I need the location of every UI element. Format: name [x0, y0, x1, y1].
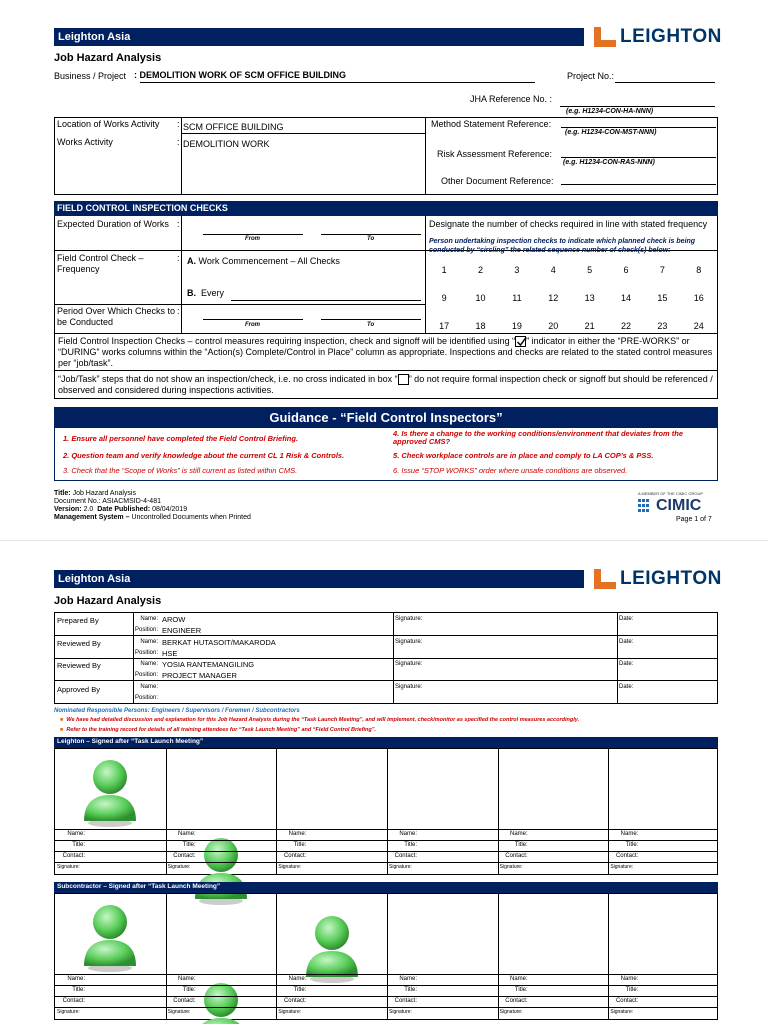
option-a: A. Work Commencement – All Checks [187, 256, 340, 266]
approval-name-label: Name: [140, 661, 158, 667]
approval-date[interactable]: Date: [619, 616, 634, 622]
field-control-box: Expected Duration of Works : From To Designate the number of checks required in line with stated frequency Person undertaking inspection checks to indicate which planned check is being conducted by “circling” the related sequence number of check(s) below: Field Control Check – Frequency : A. Work Commencement – All Checks B. Every Period Over Which Checks to be Conducted : From To 1 2 3 4 5 6 7 8 9 10 11 12 13 14 15 16 17 18 19 20 21 22 23 24 [54, 216, 718, 334]
works-label: Works Activity [57, 137, 113, 147]
doc-title: Job Hazard Analysis [54, 52, 162, 64]
guidance-item-6: 6. Issue “STOP WORKS” order where unsafe conditions are observed. [393, 466, 628, 475]
business-line [140, 82, 535, 83]
other-ref-label: Other Document Reference: [441, 176, 554, 186]
signature-field-name[interactable]: Name: [177, 976, 196, 982]
duration-from: From [245, 236, 260, 242]
approval-date[interactable]: Date: [619, 684, 634, 690]
check-number[interactable]: 21 [584, 321, 595, 331]
signature-field-name[interactable]: Name: [620, 976, 639, 982]
approval-position-label: Position: [134, 627, 158, 633]
signature-field-title[interactable]: Title: [182, 987, 196, 993]
signature-field-contact[interactable]: Contact: [505, 853, 528, 859]
check-number-grid [426, 256, 717, 340]
check-row-1 [426, 256, 717, 284]
signature-field-title[interactable]: Title: [72, 987, 85, 993]
approval-name: YOSIA RANTEMANGILING [162, 660, 255, 669]
doc-title-2: Job Hazard Analysis [54, 595, 162, 607]
signature-field-signature[interactable]: Signature: [278, 1009, 302, 1015]
page-number: Page 1 of 7 [676, 516, 712, 523]
location-box: Location of Works Activity : SCM OFFICE BUILDING Works Activity : DEMOLITION WORK Method Statement Reference: (e.g. H1234-CON-MST-NNN) Risk Assessment Reference: (e.g. H1234-CON-RAS-NNN) Other Document Reference: [54, 117, 718, 195]
signature-field-contact[interactable]: Contact: [394, 853, 417, 859]
signature-grid [54, 893, 718, 1020]
designate-text: Designate the number of checks required in line with stated frequency [429, 219, 708, 229]
signature-field-signature[interactable]: Signature: [499, 864, 523, 870]
signature-field-name[interactable]: Name: [177, 831, 196, 837]
signature-field-title[interactable]: Title: [514, 987, 528, 993]
check-number[interactable]: 5 [587, 265, 593, 275]
jha-ref-line [560, 106, 715, 107]
signature-field-signature[interactable]: Signature: [389, 864, 412, 870]
risk-ref-label: Risk Assessment Reference: [437, 149, 553, 159]
approval-position: PROJECT MANAGER [162, 671, 237, 680]
check-number[interactable]: 20 [548, 321, 559, 331]
signature-field-title[interactable]: Title: [514, 842, 528, 848]
approval-role: Reviewed By [57, 639, 101, 648]
approval-position: ENGINEER [162, 626, 202, 635]
jha-ref-example: (e.g. H1234-CON-HA-NNN) [566, 108, 654, 115]
check-number[interactable]: 22 [621, 321, 632, 331]
option-b: B. Every [187, 288, 225, 298]
signature-field-title[interactable]: Title: [293, 842, 307, 848]
guidance-item-1: 1. Ensure all personnel have completed the Field Control Briefing. [63, 434, 299, 443]
guidance-box [54, 427, 718, 481]
jha-ref-label: JHA Reference No. : [470, 94, 553, 104]
check-number[interactable]: 3 [514, 265, 520, 275]
nominated-text: Nominated Responsible Persons: Engineers / Supervisors / Foremen / Subcontractors [54, 708, 300, 714]
company-name: Leighton Asia [58, 31, 131, 43]
period-from: From [245, 322, 260, 328]
approval-position-label: Position: [134, 695, 158, 701]
person-text: Person undertaking inspection checks to indicate which planned check is being conducted by “circling” the related sequence number of check(s) below: [429, 238, 696, 254]
cimic-logo-icon [638, 499, 654, 513]
person-avatar-icon [189, 976, 253, 1024]
signature-field-contact[interactable]: Contact: [283, 853, 307, 859]
company-name-2: Leighton Asia [58, 573, 131, 585]
signature-field-signature[interactable]: Signature: [167, 864, 191, 870]
signature-field-title[interactable]: Title: [72, 842, 85, 848]
period-to: To [367, 322, 375, 328]
approval-date[interactable]: Date: [619, 639, 634, 645]
signature-field-contact[interactable]: Contact: [394, 998, 417, 1004]
signature-field-signature[interactable]: Signature: [57, 1009, 80, 1015]
method-ref-label: Method Statement Reference: [431, 119, 552, 129]
signature-field-contact[interactable]: Contact: [283, 998, 307, 1004]
signature-field-name[interactable]: Name: [509, 976, 528, 982]
check-number[interactable]: 2 [478, 265, 484, 275]
approval-name-label: Name: [140, 616, 158, 622]
business-value: : DEMOLITION WORK OF SCM OFFICE BUILDING [134, 70, 346, 80]
signature-field-title[interactable]: Title: [182, 842, 196, 848]
guidance-item-4: 4. Is there a change to the working conditions/environment that deviates from the approved CMS? [393, 429, 684, 446]
check-number[interactable]: 9 [441, 293, 447, 303]
check-number[interactable]: 13 [584, 293, 595, 303]
signature-field-name[interactable]: Name: [67, 976, 85, 982]
risk-ref-example: (e.g. H1234-CON-RAS-NNN) [563, 159, 655, 166]
approval-signature[interactable]: Signature: [395, 684, 423, 690]
signature-field-name[interactable]: Name: [67, 831, 85, 837]
cimic-logo: CIMIC [638, 497, 701, 515]
signature-grid [54, 748, 718, 875]
field-control-bar: FIELD CONTROL INSPECTION CHECKS [54, 201, 718, 216]
location-label: Location of Works Activity [57, 119, 160, 129]
signature-field-title[interactable]: Title: [625, 987, 639, 993]
leighton-signoff-bar: Leighton – Signed after “Task Launch Meeting” [54, 737, 718, 748]
approval-role: Approved By [57, 685, 100, 694]
check-number[interactable]: 14 [621, 293, 632, 303]
header-bar-2 [54, 570, 584, 588]
signature-field-signature[interactable]: Signature: [499, 1009, 523, 1015]
signature-field-name[interactable]: Name: [399, 976, 417, 982]
approval-name: BERKAT HUTASOIT/MAKARODA [162, 638, 276, 647]
approval-role: Prepared By [57, 616, 99, 625]
signature-field-signature[interactable]: Signature: [57, 864, 80, 870]
person-avatar-icon [78, 898, 142, 976]
leighton-logo-icon [594, 27, 618, 47]
approval-role: Reviewed By [57, 661, 101, 670]
approval-date[interactable]: Date: [619, 661, 634, 667]
signature-field-contact[interactable]: Contact: [62, 853, 85, 859]
check-number[interactable]: 11 [512, 293, 522, 303]
signature-field-contact[interactable]: Contact: [173, 853, 196, 859]
check-number[interactable]: 24 [693, 321, 704, 331]
check-number[interactable]: 4 [550, 265, 556, 275]
check-number[interactable]: 8 [696, 265, 702, 275]
check-number[interactable]: 17 [439, 321, 450, 331]
approval-position-label: Position: [134, 650, 158, 656]
approval-name-label: Name: [140, 684, 158, 690]
guidance-item-5: 5. Check workplace controls are in place and comply to LA COP’s & PSS. [393, 451, 654, 460]
guidance-item-3: 3. Check that the “Scope of Works” is still current as listed within CMS. [63, 466, 298, 475]
approval-signature[interactable]: Signature: [395, 661, 423, 667]
signature-field-signature[interactable]: Signature: [389, 1009, 412, 1015]
works-value: DEMOLITION WORK [183, 139, 270, 149]
signature-field-signature[interactable]: Signature: [278, 864, 302, 870]
period-label: Period Over Which Checks to be Conducted [57, 306, 176, 327]
check-number[interactable]: 10 [475, 293, 486, 303]
signature-field-name[interactable]: Name: [620, 831, 639, 837]
jobtask-note: “Job/Task” steps that do not show an inspection/check, i.e. no cross indicated in box “ ” do not require formal inspection check or signoff but should be referenced / observed and considered during inspections activities. [54, 371, 718, 399]
signature-field-contact[interactable]: Contact: [505, 998, 528, 1004]
guidance-title: Guidance - “Field Control Inspectors” [54, 407, 718, 427]
leighton-logo-icon [594, 569, 618, 589]
approval-name: AROW [162, 615, 186, 624]
check-number[interactable]: 19 [511, 321, 522, 331]
method-ref-example: (e.g. H1234-CON-MST-NNN) [565, 129, 657, 136]
signature-field-contact[interactable]: Contact: [615, 998, 639, 1004]
header-bar [54, 28, 584, 46]
leighton-logo: LEIGHTON [594, 26, 722, 48]
check-number[interactable]: 6 [623, 265, 629, 275]
signature-field-contact[interactable]: Contact: [615, 853, 639, 859]
approval-signature[interactable]: Signature: [395, 639, 423, 645]
project-no-label: Project No.: [567, 71, 615, 81]
approval-name-label: Name: [140, 639, 158, 645]
signature-field-name[interactable]: Name: [288, 831, 307, 837]
page1-footer: Title: Job Hazard Analysis Document No.: ASIACMSID-4-481 Version: 2.0 Date Published: 08/04/2019 Management System – Uncontrolled Documents when Printed [54, 490, 251, 521]
check-number[interactable]: 18 [475, 321, 486, 331]
guidance-item-2: 2. Question team and verify knowledge about the current CL 1 Risk & Controls. [63, 451, 345, 460]
check-number[interactable]: 12 [548, 293, 559, 303]
inspection-note: Field Control Inspection Checks – control measures requiring inspection, check and signoff will be identified using “ ” indicator in either the “PRE-WORKS” or “DURING” works columns within the “Action(s) Complete/Control in Place” column as appropriate. Inspections and checks are related to the stated control measures per “job/task”. [54, 334, 718, 371]
approval-position-label: Position: [134, 672, 158, 678]
check-number[interactable]: 15 [657, 293, 668, 303]
check-row-2 [426, 284, 717, 312]
duration-label: Expected Duration of Works [57, 219, 169, 229]
page-divider [0, 540, 768, 541]
signature-field-name[interactable]: Name: [399, 831, 417, 837]
empty-box-icon [398, 374, 409, 385]
subcontractor-signoff-bar: Subcontractor – Signed after “Task Launch Meeting” [54, 882, 718, 893]
check-number[interactable]: 7 [659, 265, 665, 275]
person-avatar-icon [78, 753, 142, 831]
bullet-2: ■ Refer to the training record for details of all training attendees for “Task Launch Meeting” and “Field Control Briefing”. [60, 727, 377, 733]
frequency-label: Field Control Check – Frequency [57, 253, 144, 274]
signature-field-name[interactable]: Name: [509, 831, 528, 837]
bullet-1: ■ We have had detailed discussion and explanation for this Job Hazard Analysis during the “Task Launch Meeting”, and will implement, check/monitor as specified the control measures accordingly. [60, 717, 580, 723]
check-number[interactable]: 1 [441, 265, 447, 275]
project-no-line [615, 82, 715, 83]
check-number[interactable]: 23 [657, 321, 668, 331]
signature-field-title[interactable]: Title: [404, 987, 417, 993]
approval-position: HSE [162, 649, 178, 658]
approvals-table [54, 612, 718, 704]
signature-field-title[interactable]: Title: [293, 987, 307, 993]
signature-field-signature[interactable]: Signature: [167, 1009, 191, 1015]
approval-signature[interactable]: Signature: [395, 616, 423, 622]
check-number[interactable]: 16 [693, 293, 704, 303]
signature-field-name[interactable]: Name: [288, 976, 307, 982]
leighton-logo-2: LEIGHTON [594, 568, 722, 590]
signature-field-contact[interactable]: Contact: [173, 998, 196, 1004]
signature-field-title[interactable]: Title: [625, 842, 639, 848]
signature-field-contact[interactable]: Contact: [62, 998, 85, 1004]
signature-field-signature[interactable]: Signature: [610, 1009, 634, 1015]
duration-to: To [367, 236, 375, 242]
cimic-tag: A MEMBER OF THE CIMIC GROUP [638, 491, 704, 496]
location-value: SCM OFFICE BUILDING [183, 122, 284, 132]
tick-box-icon [515, 336, 526, 347]
signature-field-signature[interactable]: Signature: [610, 864, 634, 870]
business-label: Business / Project [54, 71, 127, 81]
signature-field-title[interactable]: Title: [404, 842, 417, 848]
